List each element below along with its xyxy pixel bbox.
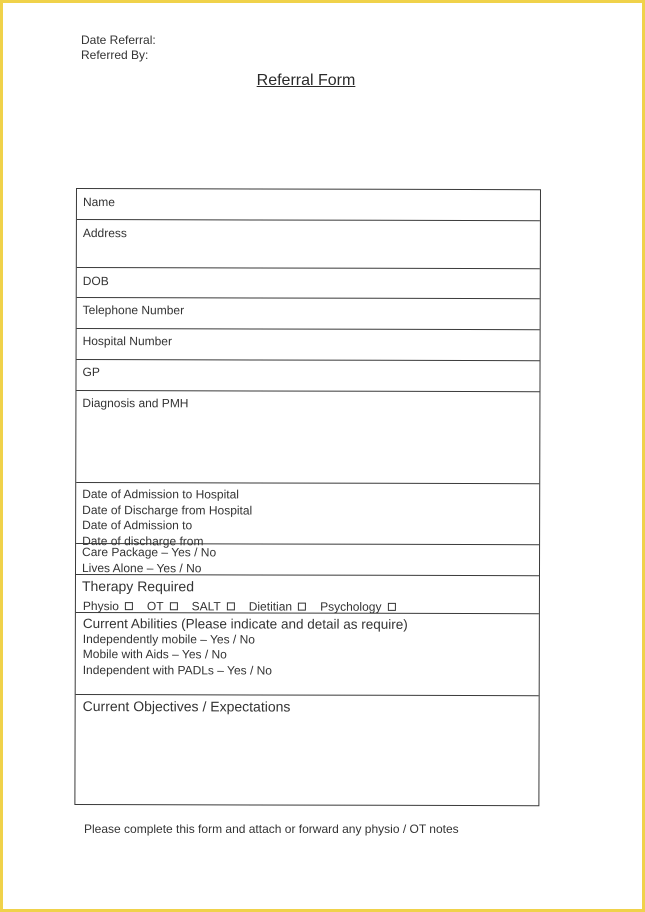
psychology-label: Psychology xyxy=(320,599,382,614)
date-discharge-hospital: Date of Discharge from Hospital xyxy=(82,502,253,517)
referral-form-table xyxy=(74,188,541,806)
telephone-label: Telephone Number xyxy=(82,303,185,318)
therapy-option-ot xyxy=(147,599,178,613)
therapy-option-salt xyxy=(192,599,235,613)
admission-dates xyxy=(82,487,252,549)
hospital-number-row[interactable] xyxy=(77,329,540,361)
footer-note: Please complete this form and attach or forward any physio / OT notes xyxy=(84,822,459,836)
therapy-option-psychology xyxy=(320,600,395,614)
date-admission-to: Date of Admission to xyxy=(82,518,193,533)
independently-mobile-line: Independently mobile – Yes / No xyxy=(82,631,255,646)
referred-by-label: Referred By: xyxy=(81,48,149,62)
date-admission-hospital: Date of Admission to Hospital xyxy=(82,487,239,502)
therapy-options xyxy=(83,599,410,614)
salt-checkbox[interactable] xyxy=(227,602,235,610)
therapy-option-dietitian xyxy=(249,599,306,613)
independent-padls-line: Independent with PADLs – Yes / No xyxy=(82,662,273,678)
physio-label: Physio xyxy=(82,599,119,614)
address-row[interactable] xyxy=(77,220,540,269)
name-label: Name xyxy=(82,195,115,210)
admission-dates-row[interactable] xyxy=(76,483,539,548)
psychology-checkbox[interactable] xyxy=(387,603,395,611)
dob-label: DOB xyxy=(82,274,109,289)
objectives-label: Current Objectives / Expectations xyxy=(82,698,291,715)
salt-label: SALT xyxy=(191,599,221,614)
dob-row[interactable] xyxy=(77,268,540,299)
form-title: Referral Form xyxy=(256,72,356,89)
dietitian-checkbox[interactable] xyxy=(298,603,306,611)
objectives-row[interactable] xyxy=(75,695,538,807)
therapy-heading: Therapy Required xyxy=(81,578,195,595)
abilities-block xyxy=(83,616,408,679)
name-row[interactable] xyxy=(77,189,540,221)
date-discharge-from: Date of discharge from xyxy=(82,533,204,548)
physio-checkbox[interactable] xyxy=(125,602,133,610)
ot-label: OT xyxy=(146,599,164,614)
hospital-number-label: Hospital Number xyxy=(82,334,172,349)
header-meta xyxy=(81,33,156,63)
diagnosis-label: Diagnosis and PMH xyxy=(82,396,189,411)
mobile-with-aids-line: Mobile with Aids – Yes / No xyxy=(82,647,227,662)
abilities-heading: Current Abilities (Please indicate and detail as require) xyxy=(82,616,408,632)
care-package-line: Care Package – Yes / No xyxy=(82,545,217,560)
diagnosis-row[interactable] xyxy=(76,391,539,484)
date-referral-label: Date Referral: xyxy=(81,33,156,47)
living-situation xyxy=(82,545,216,576)
living-situation-row[interactable] xyxy=(76,544,539,576)
therapy-row xyxy=(76,575,539,614)
gp-row[interactable] xyxy=(76,360,539,392)
lives-alone-line: Lives Alone – Yes / No xyxy=(81,560,202,575)
ot-checkbox[interactable] xyxy=(170,602,178,610)
abilities-row[interactable] xyxy=(76,613,539,696)
address-label: Address xyxy=(82,226,127,241)
gp-label: GP xyxy=(82,365,100,380)
telephone-row[interactable] xyxy=(77,298,540,330)
dietitian-label: Dietitian xyxy=(248,599,293,614)
therapy-option-physio xyxy=(83,599,133,613)
